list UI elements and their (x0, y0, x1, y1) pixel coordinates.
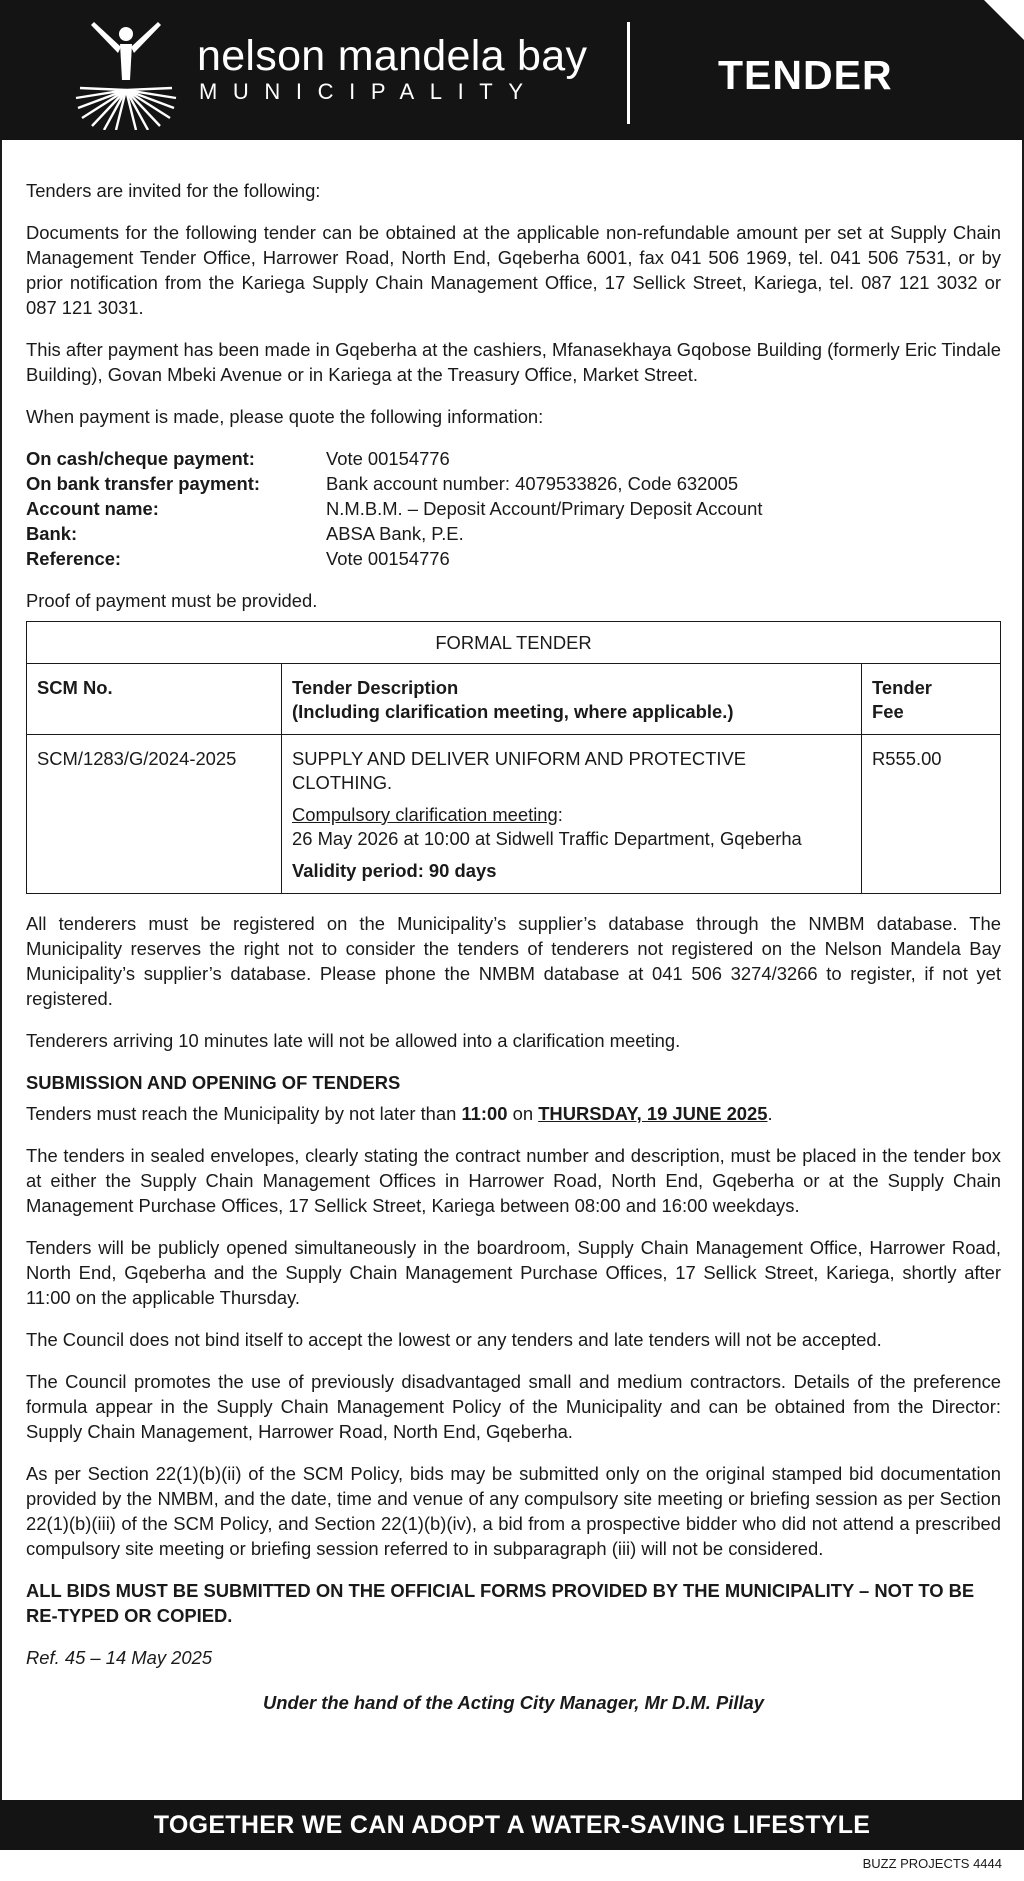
deadline-time: 11:00 (461, 1103, 508, 1124)
notice-body (26, 178, 1001, 1715)
deadline-prefix: Tenders must reach the Municipality by not later than (26, 1103, 462, 1124)
signoff: Under the hand of the Acting City Manager, Mr D.M. Pillay (262, 1692, 765, 1713)
reference-line: Ref. 45 – 14 May 2025 (26, 1647, 213, 1668)
official-forms-notice: ALL BIDS MUST BE SUBMITTED ON THE OFFICIAL FORMS PROVIDED BY THE MUNICIPALITY – NOT TO BE RE-TYPED OR COPIED. (26, 1580, 975, 1626)
intro-documents: Documents for the following tender can be obtained at the applicable non-refundable amount per set at Supply Chain Management Tender Office, Harrower Road, North End, Gqeberha 6001, fax 041 506 1969, tel. 041 506 7531, or by prior notification from the Kariega Supply Chain Management Office, 17 Sellick Street, Kariega, tel. 087 121 3032 or 087 121 3031. (26, 222, 1001, 318)
tender-description-cell (282, 735, 862, 894)
payment-value: Vote 00154776 (326, 548, 450, 569)
col-header-fee-line: Tender (872, 677, 932, 698)
deadline-date: THURSDAY, 19 JUNE 2025 (538, 1103, 768, 1124)
meeting-details: 26 May 2026 at 10:00 at Sidwell Traffic Department, Gqeberha (292, 828, 802, 849)
proof-of-payment: Proof of payment must be provided. (26, 590, 318, 611)
brand-subtitle: MUNICIPALITY (199, 79, 539, 104)
payment-label: On cash/cheque payment: (26, 448, 255, 469)
payment-value: Vote 00154776 (326, 448, 450, 469)
footer-banner: TOGETHER WE CAN ADOPT A WATER-SAVING LIFESTYLE (0, 1800, 1024, 1850)
section22-notice: As per Section 22(1)(b)(ii) of the SCM Policy, bids may be submitted only on the original stamped bid documentation provided by the NMBM, and the date, time and venue of any compulsory site meeting or briefing session as per Section 22(1)(b)(iii) of the SCM Policy, and Section 22(1)(b)(iv), a bid from a prospective bidder who did not attend a prescribed compulsory site meeting or briefing session referred to in subparagraph (iii) will not be considered. (26, 1463, 1001, 1559)
deadline-end: . (767, 1103, 773, 1124)
job-code: BUZZ PROJECTS 4444 (862, 1856, 1002, 1871)
table-row (27, 735, 1001, 894)
payment-details (26, 446, 1001, 571)
formal-tender-table (26, 621, 1001, 894)
col-header-description-note: (Including clarification meeting, where applicable.) (292, 701, 734, 722)
intro-invite: Tenders are invited for the following: (26, 180, 321, 201)
table-caption: FORMAL TENDER (27, 622, 1001, 664)
council-promotes: The Council promotes the use of previously disadvantaged small and medium contractors. Details of the preference formula appear in the Supply Chain Management Policy of the Municipality and can be obtained from the Director: Supply Chain Management, Harrower Road, North End, Gqeberha. (26, 1371, 1001, 1442)
public-opening: Tenders will be publicly opened simultaneously in the boardroom, Supply Chain Management Office, Harrower Road, North End, Gqeberha and the Supply Chain Management Purchase Offices, 17 Sellick Street, Kariega, shortly after 11:00 on the applicable Thursday. (26, 1237, 1001, 1308)
col-header-fee-line: Fee (872, 701, 904, 722)
tender-fee: R555.00 (862, 735, 1001, 894)
intro-quote-info: When payment is made, please quote the following information: (26, 406, 544, 427)
brand-name: nelson mandela bay (197, 32, 588, 80)
payment-label: Bank: (26, 523, 78, 544)
nmbm-logo-icon (66, 20, 186, 130)
folded-corner (984, 0, 1024, 40)
header-divider (627, 22, 630, 124)
table-header-row (27, 664, 1001, 735)
page-title: TENDER (718, 52, 893, 98)
clarification-meeting: Compulsory clarification meeting: 26 May 2026 at 10:00 at Sidwell Traffic Department, Gqeberha (292, 804, 802, 849)
tender-description: SUPPLY AND DELIVER UNIFORM AND PROTECTIVE CLOTHING. (292, 748, 747, 793)
intro-payment-place: This after payment has been made in Gqeberha at the cashiers, Mfanasekhaya Gqobose Building (formerly Eric Tindale Building), Govan Mbeki Avenue or in Kariega at the Treasury Office, Market Street. (26, 339, 1001, 385)
payment-label: On bank transfer payment: (26, 473, 261, 494)
payment-value: N.M.B.M. – Deposit Account/Primary Deposit Account (326, 498, 763, 519)
col-header-description (282, 664, 862, 735)
payment-value: Bank account number: 4079533826, Code 632005 (326, 473, 739, 494)
council-bind: The Council does not bind itself to accept the lowest or any tenders and late tenders will not be accepted. (26, 1329, 882, 1350)
submission-deadline (26, 1101, 1001, 1126)
col-header-description-line: Tender Description (292, 677, 459, 698)
sealed-envelopes: The tenders in sealed envelopes, clearly stating the contract number and description, must be placed in the tender box at either the Supply Chain Management Offices in Harrower Road, North End, Gqeberha or at the Supply Chain Management Purchase Offices, 17 Sellick Street, Kariega between 08:00 and 16:00 weekdays. (26, 1145, 1001, 1216)
validity-period: Validity period: 90 days (292, 860, 497, 881)
section-title-submission: SUBMISSION AND OPENING OF TENDERS (26, 1072, 401, 1093)
meeting-label: Compulsory clarification meeting (292, 804, 558, 825)
col-header-scm: SCM No. (27, 664, 282, 735)
header-banner (0, 0, 1024, 140)
col-header-fee (862, 664, 1001, 735)
registration-notice: All tenderers must be registered on the Municipality’s supplier’s database through the NMBM database. The Municipality reserves the right not to consider the tenders of tenderers not registered on the Nelson Mandela Bay Municipality’s supplier’s database. Please phone the NMBM database at 041 506 3274/3266 to register, if not yet registered. (26, 913, 1001, 1009)
late-notice: Tenderers arriving 10 minutes late will not be allowed into a clarification meeting. (26, 1030, 681, 1051)
scm-number: SCM/1283/G/2024-2025 (27, 735, 282, 894)
payment-label: Reference: (26, 548, 122, 569)
payment-label: Account name: (26, 498, 159, 519)
payment-value: ABSA Bank, P.E. (326, 523, 464, 544)
deadline-mid: on (507, 1103, 539, 1124)
